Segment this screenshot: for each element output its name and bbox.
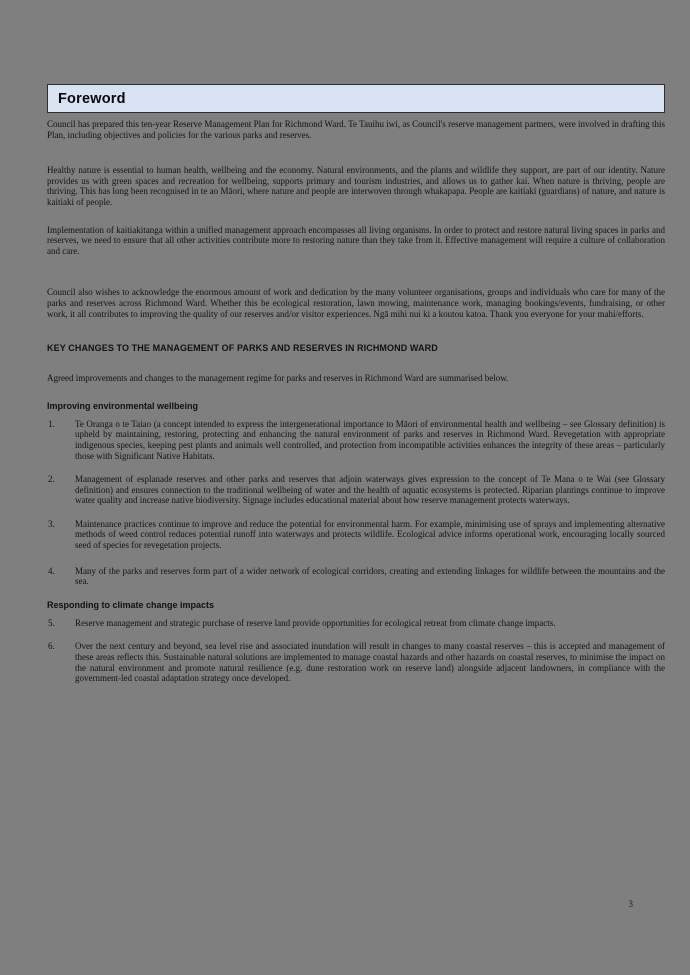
foreword-title: Foreword xyxy=(58,90,126,107)
climate-change-list xyxy=(47,618,665,684)
page-content xyxy=(47,84,665,697)
list-item-number: 2. xyxy=(48,474,55,485)
list-item-number: 3. xyxy=(48,518,55,529)
paragraph-healthy-nature: Healthy nature is essential to human health, wellbeing and the economy. Natural environments, and the plants and wildlife they support, are part of our identity. Nature provides us with green spaces and recreation for wellbeing, supports primary and tourism industries, and allows us to gather kai. When nature is thriving, people are thriving. This has long been recognised in te ao Māori, where nature and people are interwoven through whakapapa. People are kaitiaki (guardians) of nature, and nature is kaitiaki of people. xyxy=(47,165,665,207)
page-number: 3 xyxy=(628,899,633,909)
key-changes-heading: KEY CHANGES TO THE MANAGEMENT OF PARKS AND RESERVES IN RICHMOND WARD xyxy=(47,343,438,354)
key-changes-intro: Agreed improvements and changes to the management regime for parks and reserves in Richmond Ward are summarised below. xyxy=(47,373,509,384)
list-item-number: 5. xyxy=(48,617,55,628)
list-item xyxy=(47,519,665,551)
list-item-text: Reserve management and strategic purchase of reserve land provide opportunities for ecological retreat from climate change impacts. xyxy=(75,617,556,628)
list-item-number: 1. xyxy=(48,418,55,429)
list-item-text: Management of esplanade reserves and other parks and reserves that adjoin waterways gives expression to the concept of Te Mana o te Wai (see Glossary definition) and ensures connection to the traditional wellbeing of water and the health of aquatic ecosystems is protected. Riparian plantings continue to improve water quality and increase native biodiversity. Signage includes educational material about how reserve management protects waterways. xyxy=(75,474,665,506)
list-item xyxy=(47,474,665,506)
section-heading-climate-change: Responding to climate change impacts xyxy=(47,599,215,610)
list-item-number: 4. xyxy=(48,565,55,576)
list-item xyxy=(47,641,665,683)
list-item-text: Many of the parks and reserves form part of a wider network of ecological corridors, creating and extending linkages for wildlife between the mountains and the sea. xyxy=(75,565,665,587)
section-heading-environmental-wellbeing: Improving environmental wellbeing xyxy=(47,400,199,411)
list-item-text: Te Oranga o te Taiao (a concept intended to express the intergenerational importance to Māori of environmental health and wellbeing – see Glossary definition) is upheld by maintaining, restoring, protecting and enhancing the natural environment of parks and reserves in Richmond Ward. Revegetation with appropriate indigenous species, keeping pest plants and animals well controlled, and protection from incompatible activities enhances the integrity of these areas – particularly those with Significant Native Habitats. xyxy=(75,418,665,461)
list-item-text: Over the next century and beyond, sea level rise and associated inundation will result in changes to many coastal reserves – this is accepted and management of these areas reflects this. Sustainable natural solutions are implemented to manage coastal hazards and other hazards on coastal reserves, to minimise the impact on the natural environment and promote natural resilience (e.g. dune restoration work on reserve land) alongside adjacent landowners, in compliance with the government-led coastal adaptation strategy once developed. xyxy=(75,641,665,684)
list-item xyxy=(47,566,665,587)
list-item xyxy=(47,618,665,629)
environmental-wellbeing-list xyxy=(47,419,665,587)
list-item-text: Maintenance practices continue to improve and reduce the potential for environmental harm. For example, minimising use of sprays and implementing alternative methods of weed control reduces potential runoff into waterways and protects wildlife. Ecological advice informs operational work, encouraging locally sourced seed of species for revegetation projects. xyxy=(75,518,665,551)
paragraph-volunteers: Council also wishes to acknowledge the enormous amount of work and dedication by the many volunteer organisations, groups and individuals who care for many of the parks and reserves across Richmond Ward. Whether this be ecological restoration, lawn mowing, maintenance work, managing bookings/events, fundraising, or other work, it all contributes to improving the quality of our reserves and/or visitor experiences. Ngā mihi nui ki a koutou katoa. Thank you everyone for your mahi/efforts. xyxy=(47,287,665,319)
paragraph-kaitiakitanga: Implementation of kaitiakitanga within a unified management approach encompasses all living organisms. In order to protect and restore natural living spaces in parks and reserves, we need to ensure that all other activities contribute more to restoring nature than they take from it. Effective management will require a culture of collaboration and care. xyxy=(47,224,665,256)
foreword-header-panel xyxy=(47,84,665,113)
paragraph-intro: Council has prepared this ten-year Reserve Management Plan for Richmond Ward. Te Tauihu iwi, as Council's reserve management partners, were involved in drafting this Plan, including objectives and policies for the various parks and reserves. xyxy=(47,119,665,140)
list-item-number: 6. xyxy=(48,641,55,652)
list-item xyxy=(47,419,665,461)
